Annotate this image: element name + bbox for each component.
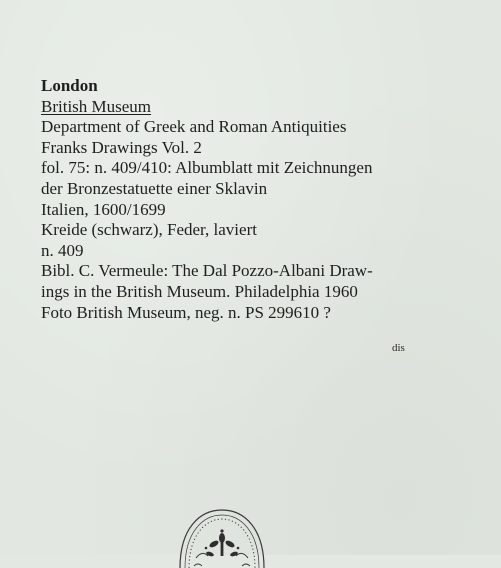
cataloguer-initials: dis: [392, 342, 405, 354]
technique-line: Kreide (schwarz), Feder, laviert: [41, 220, 257, 240]
subject-line: der Bronzestatuette einer Sklavin: [41, 178, 268, 198]
decorative-stamp-icon: [176, 508, 268, 568]
date-line: Italien, 1600/1699: [41, 199, 166, 219]
folio-line: fol. 75: n. 409/410: Albumblatt mit Zeichnungen: [41, 158, 373, 178]
card-text: [41, 76, 461, 323]
museum-name: British Museum: [41, 96, 152, 116]
department-line: Department of Greek and Roman Antiquities: [41, 117, 347, 137]
city-heading: London: [41, 76, 98, 95]
bibliography-line-2: ings in the British Museum. Philadelphia 1960: [41, 281, 358, 301]
bibliography-line-1: Bibl. C. Vermeule: The Dal Pozzo-Albani Draw-: [41, 261, 373, 281]
photo-line: Foto British Museum, neg. n. PS 299610 ?: [41, 302, 331, 322]
collection-line: Franks Drawings Vol. 2: [41, 137, 202, 157]
number-line: n. 409: [41, 240, 84, 260]
